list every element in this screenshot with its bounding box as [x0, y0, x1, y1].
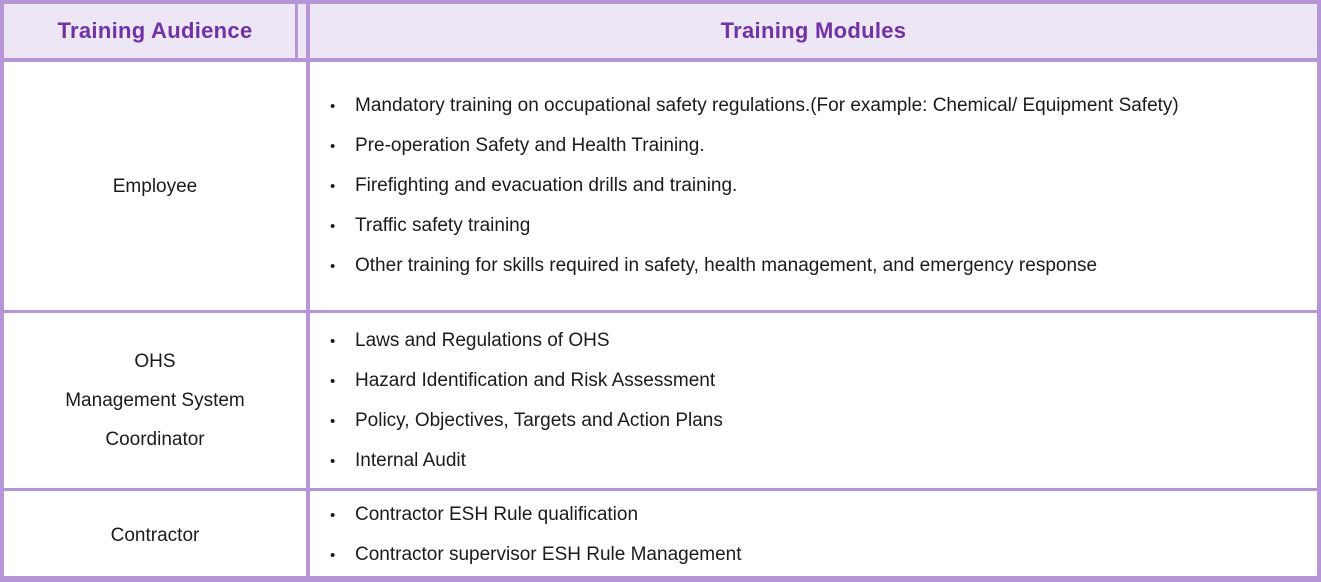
- module-item: [310, 495, 1227, 535]
- module-item: [310, 535, 1227, 575]
- bullet-icon: •: [330, 547, 336, 564]
- audience-label: Coordinator: [105, 429, 205, 450]
- table-row: [4, 62, 1317, 313]
- modules-cell: [310, 491, 1317, 579]
- module-text: Firefighting and evacuation drills and training.: [355, 175, 738, 196]
- audience-cell: [4, 313, 310, 488]
- table-body: [4, 62, 1317, 576]
- bullet-icon: •: [330, 507, 336, 524]
- bullet-icon: •: [330, 218, 336, 235]
- table-row: [4, 491, 1317, 579]
- audience-label: Management System: [65, 390, 245, 411]
- module-text: Laws and Regulations of OHS: [355, 329, 610, 351]
- module-text: Policy, Objectives, Targets and Action Plans: [355, 409, 723, 431]
- module-item: [310, 246, 1227, 286]
- module-item: [310, 441, 1227, 481]
- audience-label: Contractor: [110, 524, 200, 546]
- bullet-icon: •: [330, 452, 336, 470]
- module-item: [310, 401, 1227, 441]
- audience-label: OHS: [134, 351, 176, 372]
- module-text: Contractor supervisor ESH Rule Management: [355, 544, 742, 565]
- module-item: [310, 206, 1227, 246]
- bullet-icon: •: [330, 178, 336, 195]
- bullet-icon: •: [330, 332, 336, 350]
- module-text: Traffic safety training: [355, 215, 531, 236]
- bullet-icon: •: [330, 138, 336, 155]
- module-text: Other training for skills required in safety, health management, and emergency response: [355, 255, 1098, 276]
- audience-label: Employee: [112, 175, 198, 197]
- module-item: [310, 126, 1227, 166]
- bullet-icon: •: [330, 372, 336, 390]
- audience-cell: [4, 491, 310, 579]
- module-item: [310, 361, 1227, 401]
- table-header-row: [4, 4, 1317, 62]
- module-item: [310, 166, 1227, 206]
- module-text: Internal Audit: [355, 449, 466, 471]
- module-text: Mandatory training on occupational safety regulations.(For example: Chemical/ Equipment Safety): [355, 95, 1179, 116]
- module-text: Contractor ESH Rule qualification: [355, 504, 639, 525]
- modules-cell: [310, 62, 1317, 310]
- audience-cell: [4, 62, 310, 310]
- module-text: Pre-operation Safety and Health Training.: [355, 135, 705, 156]
- bullet-icon: •: [330, 412, 336, 430]
- table-row: [4, 313, 1317, 491]
- modules-cell: [310, 313, 1317, 488]
- bullet-icon: •: [330, 258, 336, 275]
- header-cell-training-audience: Training Audience: [4, 4, 310, 58]
- module-item: [310, 321, 1227, 361]
- bullet-icon: •: [330, 98, 336, 115]
- header-cell-training-modules: Training Modules: [720, 18, 907, 43]
- module-item: [310, 86, 1227, 126]
- module-text: Hazard Identification and Risk Assessment: [355, 369, 716, 391]
